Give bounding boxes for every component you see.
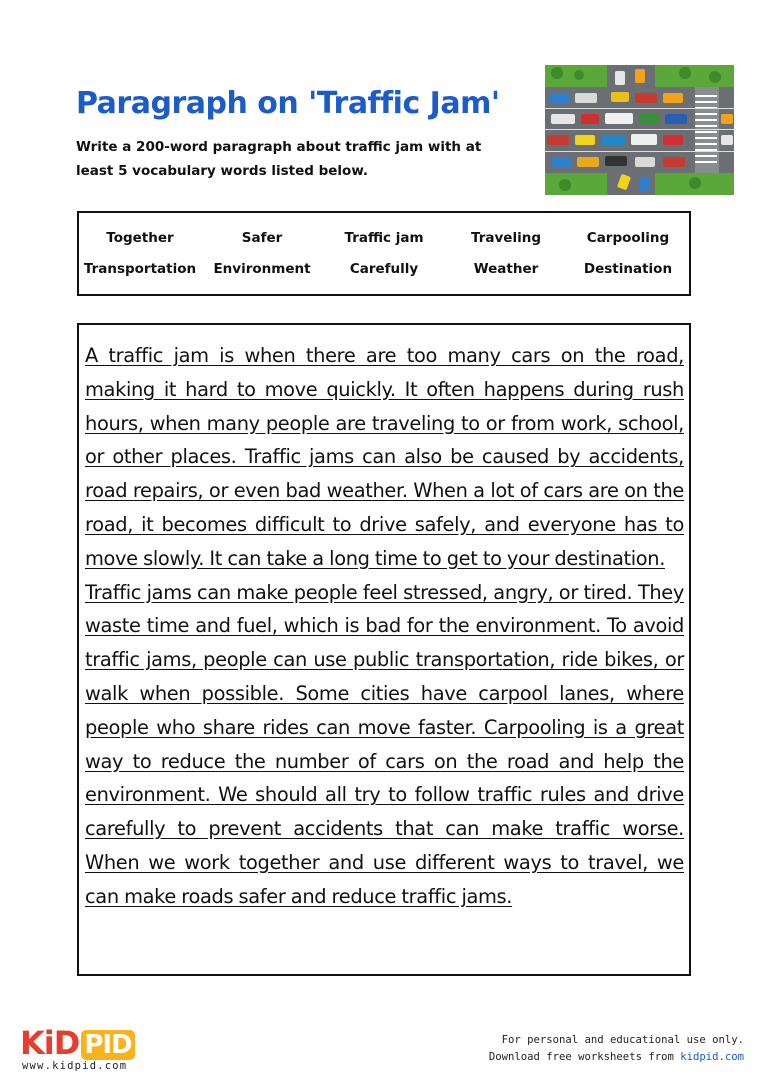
vocab-word: Weather bbox=[473, 260, 539, 277]
page-title: Paragraph on 'Traffic Jam' bbox=[76, 86, 500, 121]
vocab-word: Traffic jam bbox=[344, 230, 424, 247]
vocab-word: Destination bbox=[583, 260, 673, 277]
footer-site-link[interactable]: kidpid.com bbox=[680, 1051, 744, 1063]
logo-text-kid: KiD bbox=[20, 1024, 80, 1062]
paragraph-2: Traffic jams can make people feel stressed, angry, or tired. They waste time and fuel, which is bad for the environment. To avoid traffic jams, people can use public transportation, ride bikes, or walk when possible. Some cities have carpool lanes, where people who share rides can move faster. Carpooling is a great way to reduce the number of cars on the road and help the environment. We should all try to follow traffic rules and drive carefully to prevent accidents that can make traffic worse. When we work together and use different ways to travel, we can make roads safer and reduce traffic jams. bbox=[85, 580, 684, 908]
footer-note bbox=[489, 1032, 744, 1066]
vocab-word: Transportation bbox=[83, 260, 197, 277]
footer-line-2-prefix: Download free worksheets from bbox=[488, 1051, 681, 1063]
paragraph-1: A traffic jam is when there are too many cars on the road, making it hard to move quickly. It often happens during rush hours, when many people are traveling to or from work, school, or other places. Traffic jams can also be caused by accidents, road repairs, or even bad weather. When a lot of cars are on the road, it becomes difficult to drive safely, and everyone has to move slowly. It can take a long time to get to your destination. bbox=[85, 344, 684, 570]
instructions: Write a 200-word paragraph about traffic jam with at least 5 vocabulary words listed below. bbox=[76, 139, 482, 179]
vocab-word: Traveling bbox=[471, 230, 541, 247]
vocabulary-box bbox=[77, 211, 691, 296]
logo-text-pid: PID bbox=[81, 1030, 134, 1060]
kidpid-logo bbox=[20, 1026, 135, 1060]
vocab-word: Safer bbox=[241, 230, 283, 247]
vocab-word: Environment bbox=[213, 260, 311, 277]
logo-url: www.kidpid.com bbox=[22, 1060, 128, 1072]
vocab-word: Carpooling bbox=[586, 230, 670, 247]
vocab-word: Together bbox=[106, 230, 174, 247]
vocab-word: Carefully bbox=[349, 260, 419, 277]
footer-line-1: For personal and educational use only. bbox=[501, 1034, 744, 1046]
traffic-jam-illustration bbox=[545, 65, 734, 195]
paragraph-box bbox=[77, 323, 691, 976]
footer-line-2 bbox=[489, 1049, 744, 1066]
